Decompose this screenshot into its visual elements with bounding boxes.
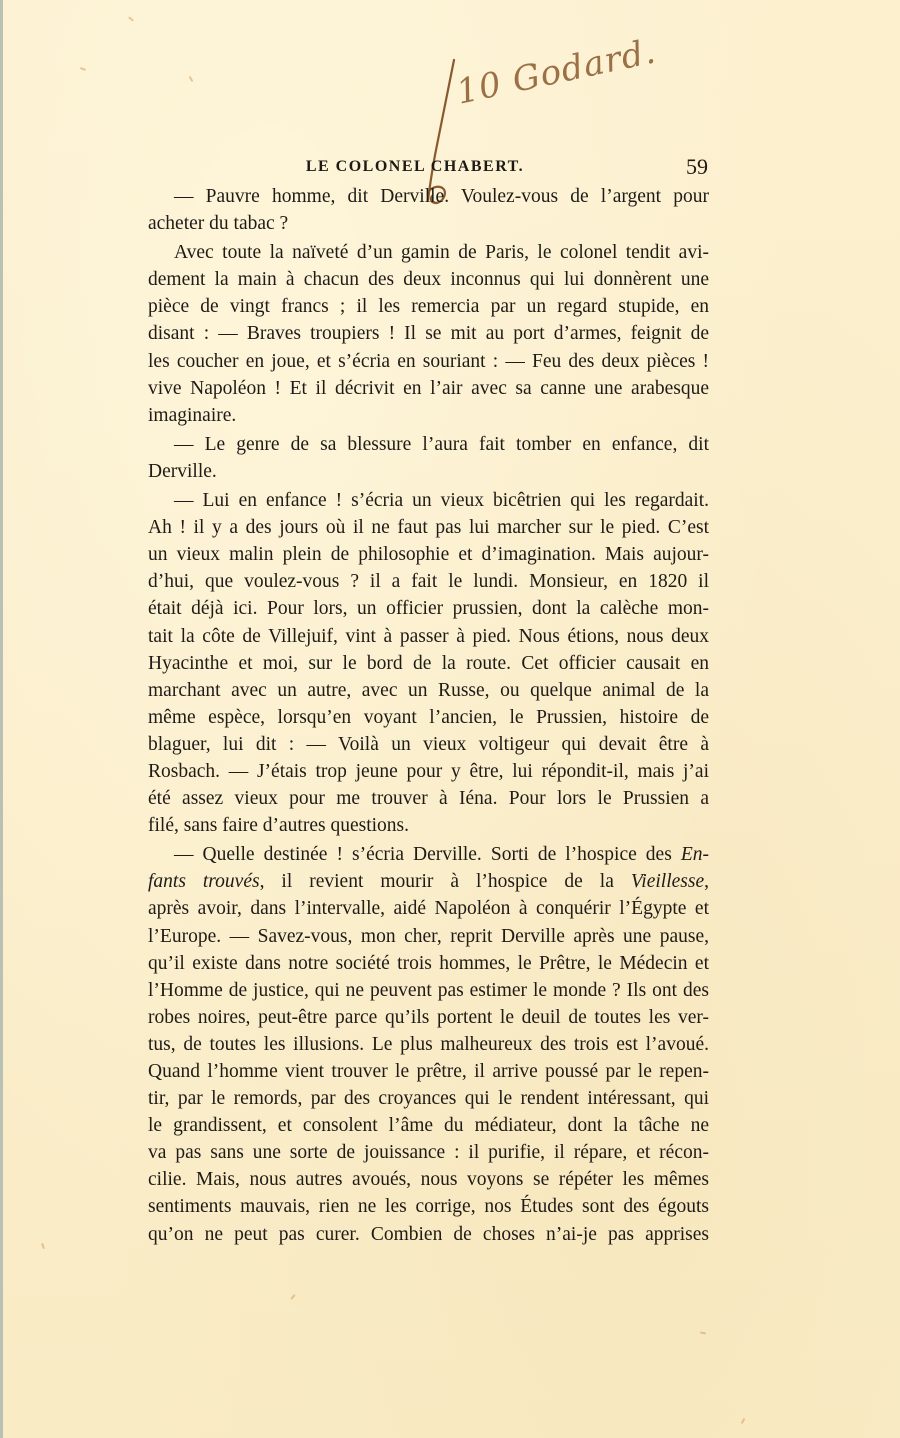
line-text: blaguer, lui dit : — Voilà un vieux voltigeur qui devait être à [148, 733, 709, 755]
text-line [148, 514, 709, 541]
line-text: Quand l’homme vient trouver le prêtre, il arrive poussé par le repen- [148, 1061, 709, 1082]
running-head [120, 156, 710, 180]
line-text: Avec toute la naïveté d’un gamin de Paris, le colonel tendit avi- [174, 242, 709, 264]
text-line [148, 1166, 709, 1193]
line-text: d’hui, que voulez-vous ? il a fait le lundi. Monsieur, en 1820 il [148, 571, 709, 593]
text-line [148, 266, 709, 293]
text-line [148, 841, 709, 868]
text-line [148, 1112, 709, 1139]
line-text: Derville. [148, 460, 217, 482]
text-line [148, 375, 709, 402]
line-text: , il revient mourir à l’hospice de la [259, 871, 631, 893]
text-line [148, 950, 709, 977]
line-text: était déjà ici. Pour lors, un officier prussien, dont la calèche mon- [148, 598, 709, 620]
line-text: les coucher en joue, et s’écria en souriant : — Feu des deux pièces ! [148, 350, 709, 372]
text-line [148, 923, 709, 950]
text-line [148, 210, 709, 237]
paper-speck [741, 1418, 746, 1424]
line-text: tait la côte de Villejuif, vint à passer à pied. Nous étions, nous deux [148, 625, 709, 647]
line-text: sentiments mauvais, rien ne les corrige, nos Études sont des égouts [148, 1196, 709, 1218]
text-line [148, 895, 709, 922]
line-text: Hyacinthe et moi, sur le bord de la route. Cet officier causait en [148, 652, 709, 674]
text-line [148, 704, 709, 731]
text-line [148, 977, 709, 1004]
line-text: marchant avec un autre, avec un Russe, ou quelque animal de la [148, 679, 709, 701]
paper-speck [128, 16, 134, 21]
line-text: dement la main à chacun des deux inconnus qui lui donnèrent une [148, 269, 709, 291]
line-text: , [704, 871, 709, 893]
line-text: après avoir, dans l’intervalle, aidé Napoléon à conquérir l’Égypte et [148, 898, 709, 920]
line-text: robes noires, peut-être parce qu’ils portent le deuil de toutes les ver- [148, 1006, 709, 1028]
paper-speck [700, 1331, 706, 1334]
line-text: — Lui en enfance ! s’écria un vieux bicêtrien qui les regardait. [174, 490, 709, 512]
line-text: filé, sans faire d’autres questions. [148, 815, 410, 837]
line-text: le grandissent, et consolent l’âme du médiateur, dont la tâche ne [148, 1115, 709, 1137]
page-edge-shadow [0, 0, 3, 1438]
line-text: cilie. Mais, nous autres avoués, nous voyons se répéter les mêmes [148, 1169, 709, 1191]
line-text: — Le genre de sa blessure l’aura fait tomber en enfance, dit [174, 433, 709, 455]
text-line [148, 320, 709, 347]
line-text: tir, par le remords, par des croyances qui le rendent intéressant, qui [148, 1088, 709, 1110]
line-text: va pas sans une sorte de jouissance : il purifie, il répare, et récon- [148, 1142, 709, 1164]
line-text: l’Homme de justice, qui ne peuvent pas estimer le monde ? Ils ont des [148, 979, 709, 1001]
text-line [148, 487, 709, 514]
line-text: même espèce, lorsqu’en voyant l’ancien, le Prussien, histoire de [148, 706, 709, 728]
text-line [148, 348, 709, 375]
text-line [148, 239, 709, 266]
text-line [148, 1193, 709, 1220]
text-line [148, 458, 709, 485]
paper-speck [290, 1294, 295, 1300]
text-line [148, 758, 709, 785]
page-number: 59 [686, 154, 708, 179]
line-text: l’Europe. — Savez-vous, mon cher, reprit Derville après une pause, [148, 925, 709, 947]
text-line [148, 1058, 709, 1085]
italic-text: Vieillesse [630, 871, 705, 893]
paper-speck [80, 67, 86, 71]
text-line [148, 402, 709, 429]
line-text: vive Napoléon ! Et il décrivit en l’air avec sa canne une arabesque [148, 377, 709, 399]
text-line [148, 812, 709, 839]
text-line [148, 1004, 709, 1031]
running-title: LE COLONEL CHABERT. [305, 158, 525, 175]
text-line [148, 595, 709, 622]
text-line [148, 731, 709, 758]
italic-text: fants trouvés [148, 871, 260, 893]
line-text: qu’on ne peut pas curer. Combien de choses n’ai-je pas apprises [148, 1223, 709, 1245]
text-line [148, 293, 709, 320]
line-text: — Pauvre homme, dit Derville. Voulez-vous de l’argent pour [174, 186, 709, 207]
text-line [148, 1031, 709, 1058]
italic-text: En- [680, 844, 709, 866]
line-text: disant : — Braves troupiers ! Il se mit au port d’armes, feignit de [148, 323, 709, 345]
text-line [148, 1139, 709, 1166]
line-text: été assez vieux pour me trouver à Iéna. Pour lors le Prussien a [148, 788, 709, 810]
text-line [148, 541, 709, 568]
line-text: acheter du tabac ? [148, 213, 289, 235]
handwritten-annotation: 10 Godard. [453, 31, 660, 113]
paper-speck [41, 1243, 45, 1249]
line-text: Ah ! il y a des jours où il ne faut pas lui marcher sur le pied. C’est [148, 517, 709, 539]
line-text: imaginaire. [148, 404, 237, 426]
text-line [148, 650, 709, 677]
line-text: — Quelle destinée ! s’écria Derville. Sorti de l’hospice des [174, 844, 681, 866]
line-text: tus, de toutes les illusions. Le plus malheureux des trois est l’avoué. [148, 1033, 709, 1055]
line-text: pièce de vingt francs ; il les remercia par un regard stupide, en [148, 296, 709, 318]
body-text [148, 183, 709, 1248]
text-line [148, 568, 709, 595]
text-line [148, 1085, 709, 1112]
line-text: Rosbach. — J’étais trop jeune pour y être, lui répondit-il, mais j’ai [148, 760, 709, 782]
line-text: un vieux malin plein de philosophie et d’imagination. Mais aujour- [148, 544, 709, 566]
text-line [148, 868, 709, 895]
text-line [148, 183, 709, 210]
text-line [148, 431, 709, 458]
text-line [148, 677, 709, 704]
text-line [148, 623, 709, 650]
line-text: qu’il existe dans notre société trois hommes, le Prêtre, le Médecin et [148, 952, 709, 974]
text-line [148, 1221, 709, 1248]
text-line [148, 785, 709, 812]
paper-speck [189, 76, 194, 82]
